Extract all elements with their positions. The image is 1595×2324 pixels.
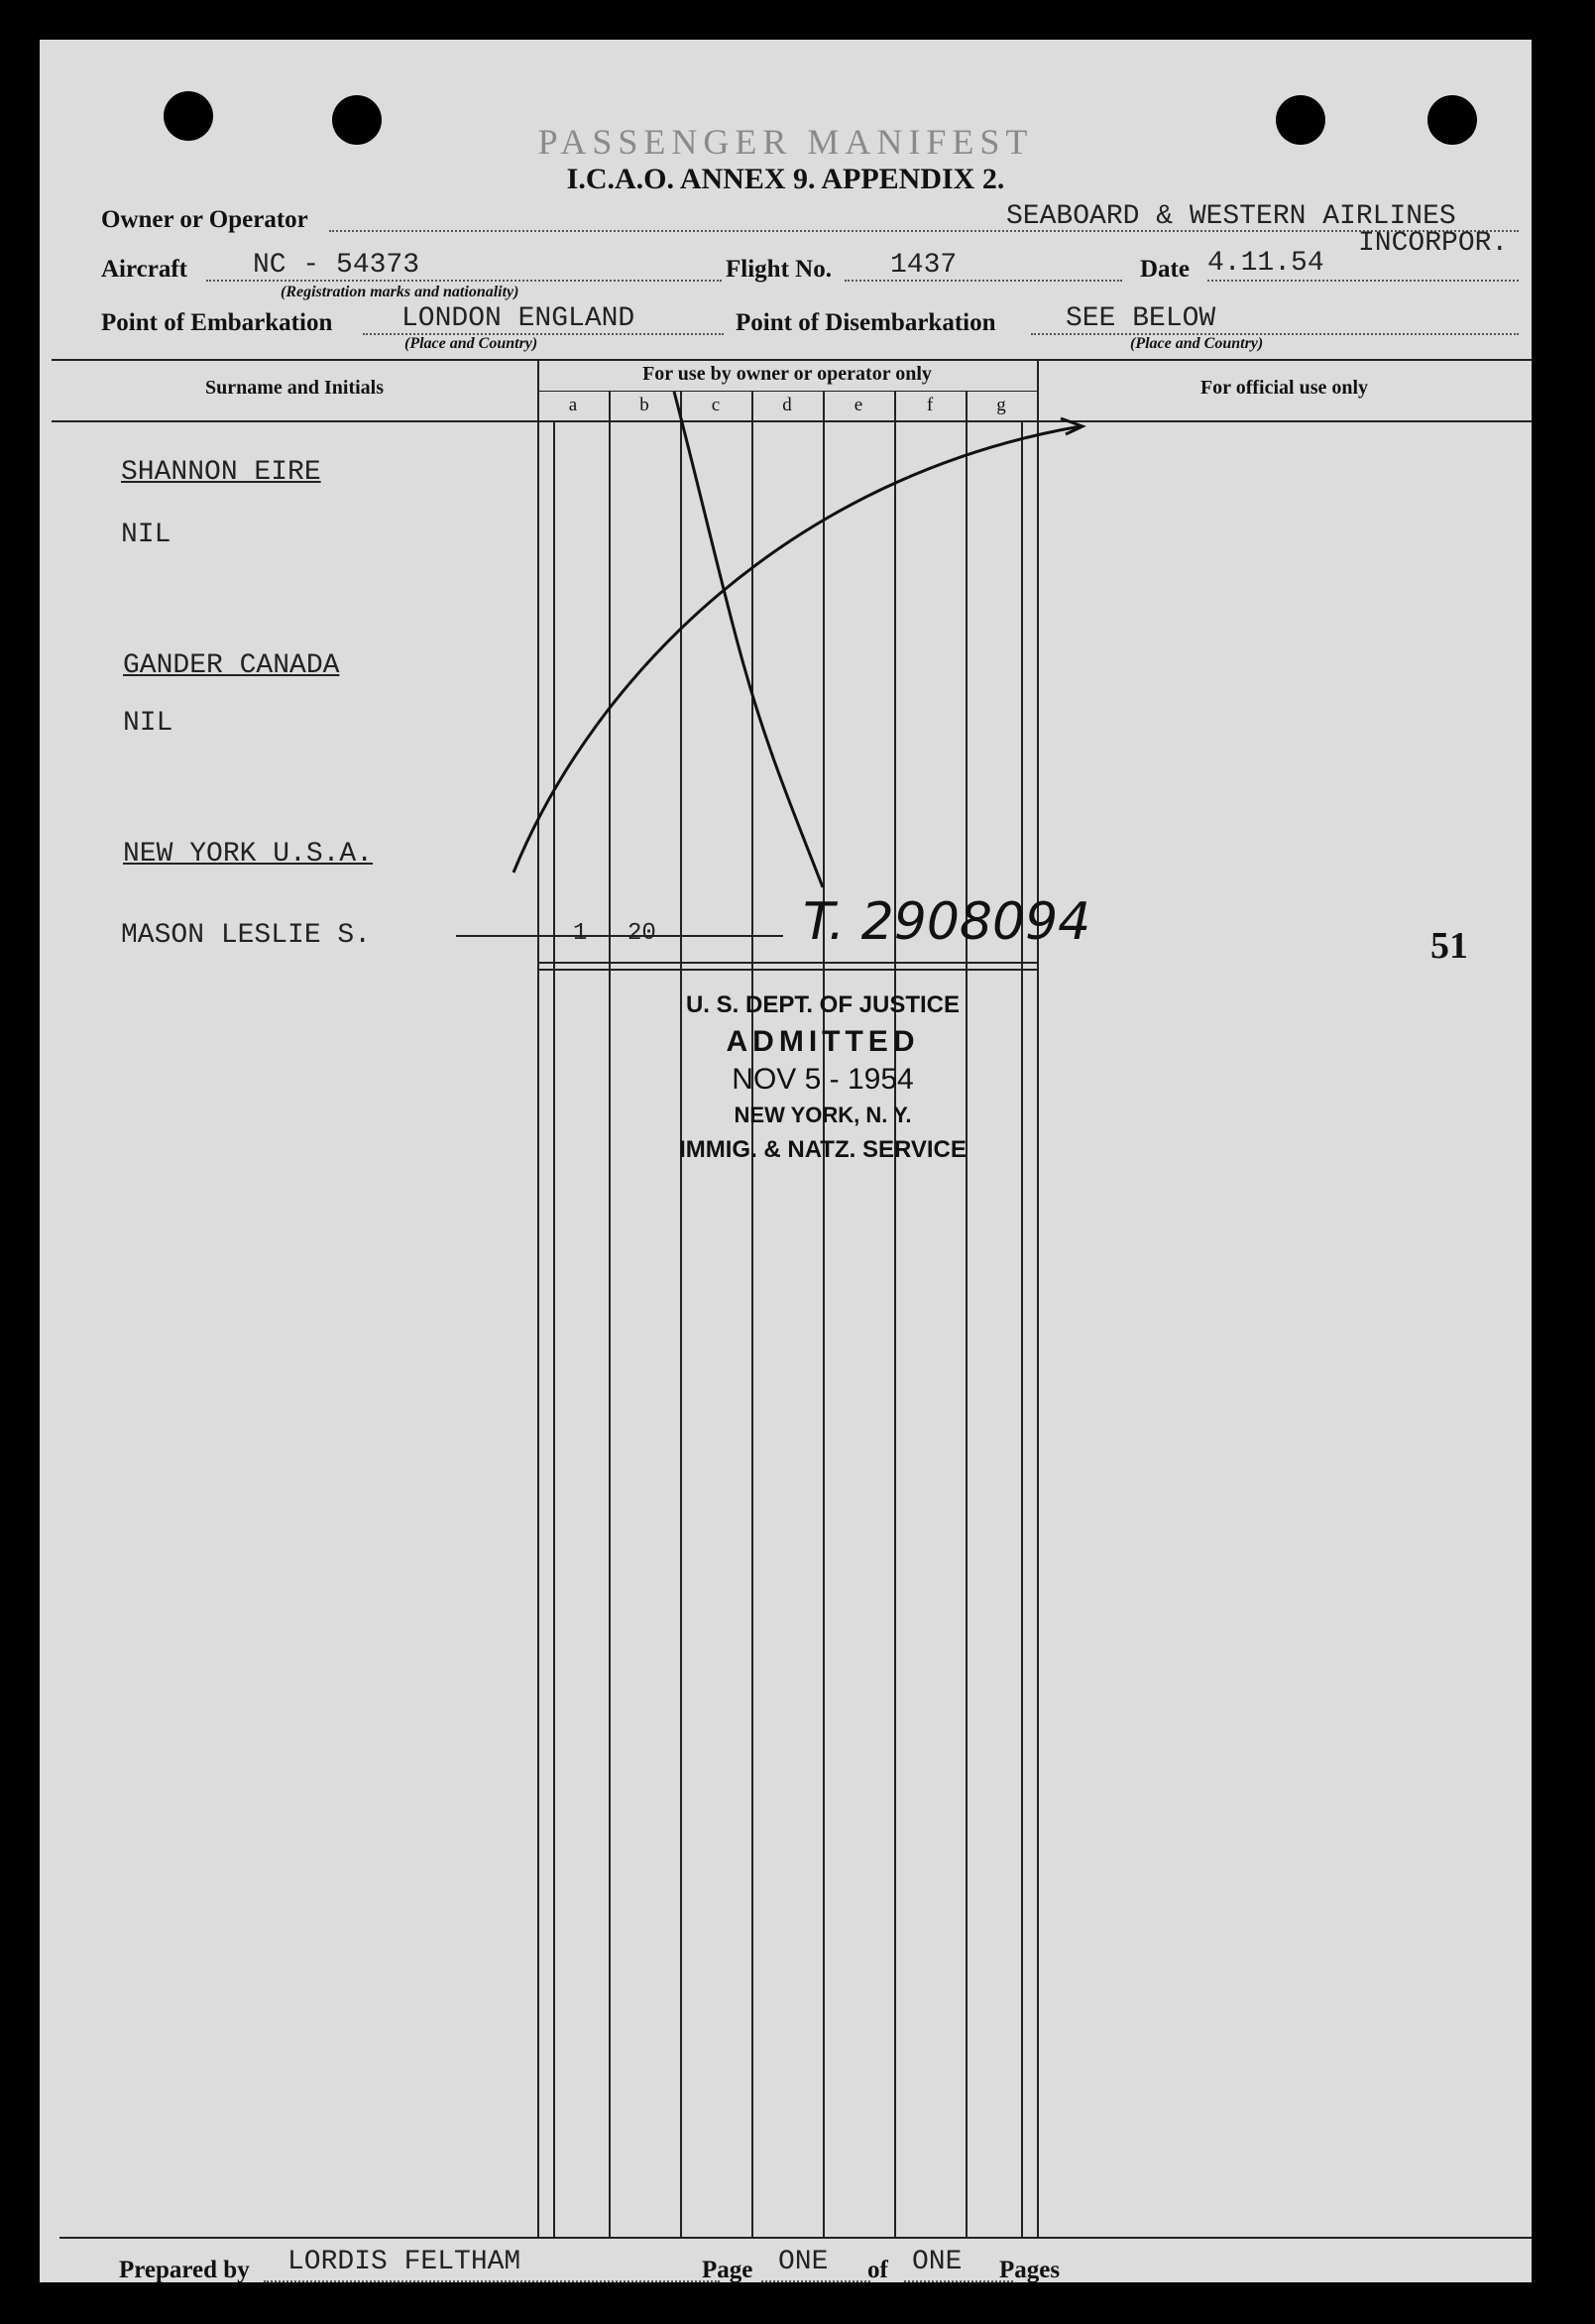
owner-use-header: For use by owner or operator only: [642, 363, 932, 385]
subcolumn-letter: d: [782, 395, 792, 415]
subcolumn-letter: e: [854, 395, 863, 415]
stop-shannon-detail: NIL: [121, 520, 171, 550]
flight-value: 1437: [890, 250, 958, 281]
subcolumn-letter: b: [639, 395, 649, 415]
aircraft-note: (Registration marks and nationality): [281, 284, 519, 300]
prepared-by-dots: [264, 2280, 720, 2282]
disembarkation-label: Point of Disembarkation: [736, 309, 996, 336]
ink-arrow-head: [1061, 418, 1082, 434]
handwritten-annotation: T. 2908094: [803, 892, 1091, 952]
stamp-line-2: ADMITTED: [726, 1025, 920, 1058]
subcolumn-letter: g: [996, 395, 1006, 415]
stamp-line-1: U. S. DEPT. OF JUSTICE: [685, 991, 961, 1018]
pages-label: Pages: [999, 2257, 1061, 2282]
stamp-line-5: IMMIG. & NATZ. SERVICE: [679, 1136, 967, 1163]
surname-column-header: Surname and Initials: [204, 377, 385, 399]
subcolumn-letter: a: [568, 395, 578, 415]
stop-shannon: SHANNON EIRE: [121, 457, 321, 488]
of-value: ONE: [912, 2247, 963, 2277]
flight-label: Flight No.: [726, 256, 832, 283]
date-label: Date: [1140, 256, 1190, 283]
aircraft-label: Aircraft: [101, 256, 187, 283]
page-label: Page: [702, 2257, 753, 2282]
date-value: 4.11.54: [1207, 248, 1324, 279]
prepared-by-label: Prepared by: [119, 2257, 250, 2282]
owner-label: Owner or Operator: [101, 206, 308, 233]
official-use-header: For official use only: [1199, 377, 1369, 399]
of-label: of: [867, 2257, 888, 2282]
stop-gander: GANDER CANADA: [123, 650, 340, 681]
embarkation-label: Point of Embarkation: [101, 309, 333, 336]
manifest-subtitle: I.C.A.O. ANNEX 9. APPENDIX 2.: [566, 163, 1005, 195]
stop-gander-detail: NIL: [123, 708, 173, 739]
page-dots: [761, 2280, 870, 2282]
prepared-by-value: LORDIS FELTHAM: [287, 2247, 521, 2277]
owner-value-line2: INCORPOR.: [1358, 228, 1509, 259]
stop-new-york: NEW YORK U.S.A.: [123, 839, 374, 870]
manifest-page: [40, 40, 1532, 2282]
passenger-name: MASON LESLIE S.: [121, 920, 372, 951]
ink-diagonal-stroke: [674, 392, 823, 887]
stamp-line-4: NEW YORK, N. Y.: [734, 1103, 912, 1127]
page-value: ONE: [778, 2247, 829, 2277]
subcolumn-letter: c: [711, 395, 721, 415]
embarkation-value: LONDON ENGLAND: [401, 303, 635, 334]
row-mark-b: 20: [627, 920, 656, 947]
subcolumn-letter: f: [926, 395, 934, 415]
stamp-line-3: NOV 5 - 1954: [732, 1063, 914, 1096]
aircraft-value: NC - 54373: [253, 250, 420, 281]
manifest-title: PASSENGER MANIFEST: [537, 122, 1034, 162]
disembarkation-note: (Place and Country): [1130, 335, 1264, 352]
owner-value: SEABOARD & WESTERN AIRLINES: [1006, 201, 1456, 232]
handwritten-page-number: 51: [1430, 925, 1468, 967]
of-dots: [904, 2280, 1013, 2282]
embarkation-note: (Place and Country): [404, 335, 538, 352]
row-mark-a: 1: [573, 920, 588, 947]
disembarkation-value: SEE BELOW: [1066, 303, 1216, 334]
ink-curve-stroke: [513, 426, 1081, 872]
